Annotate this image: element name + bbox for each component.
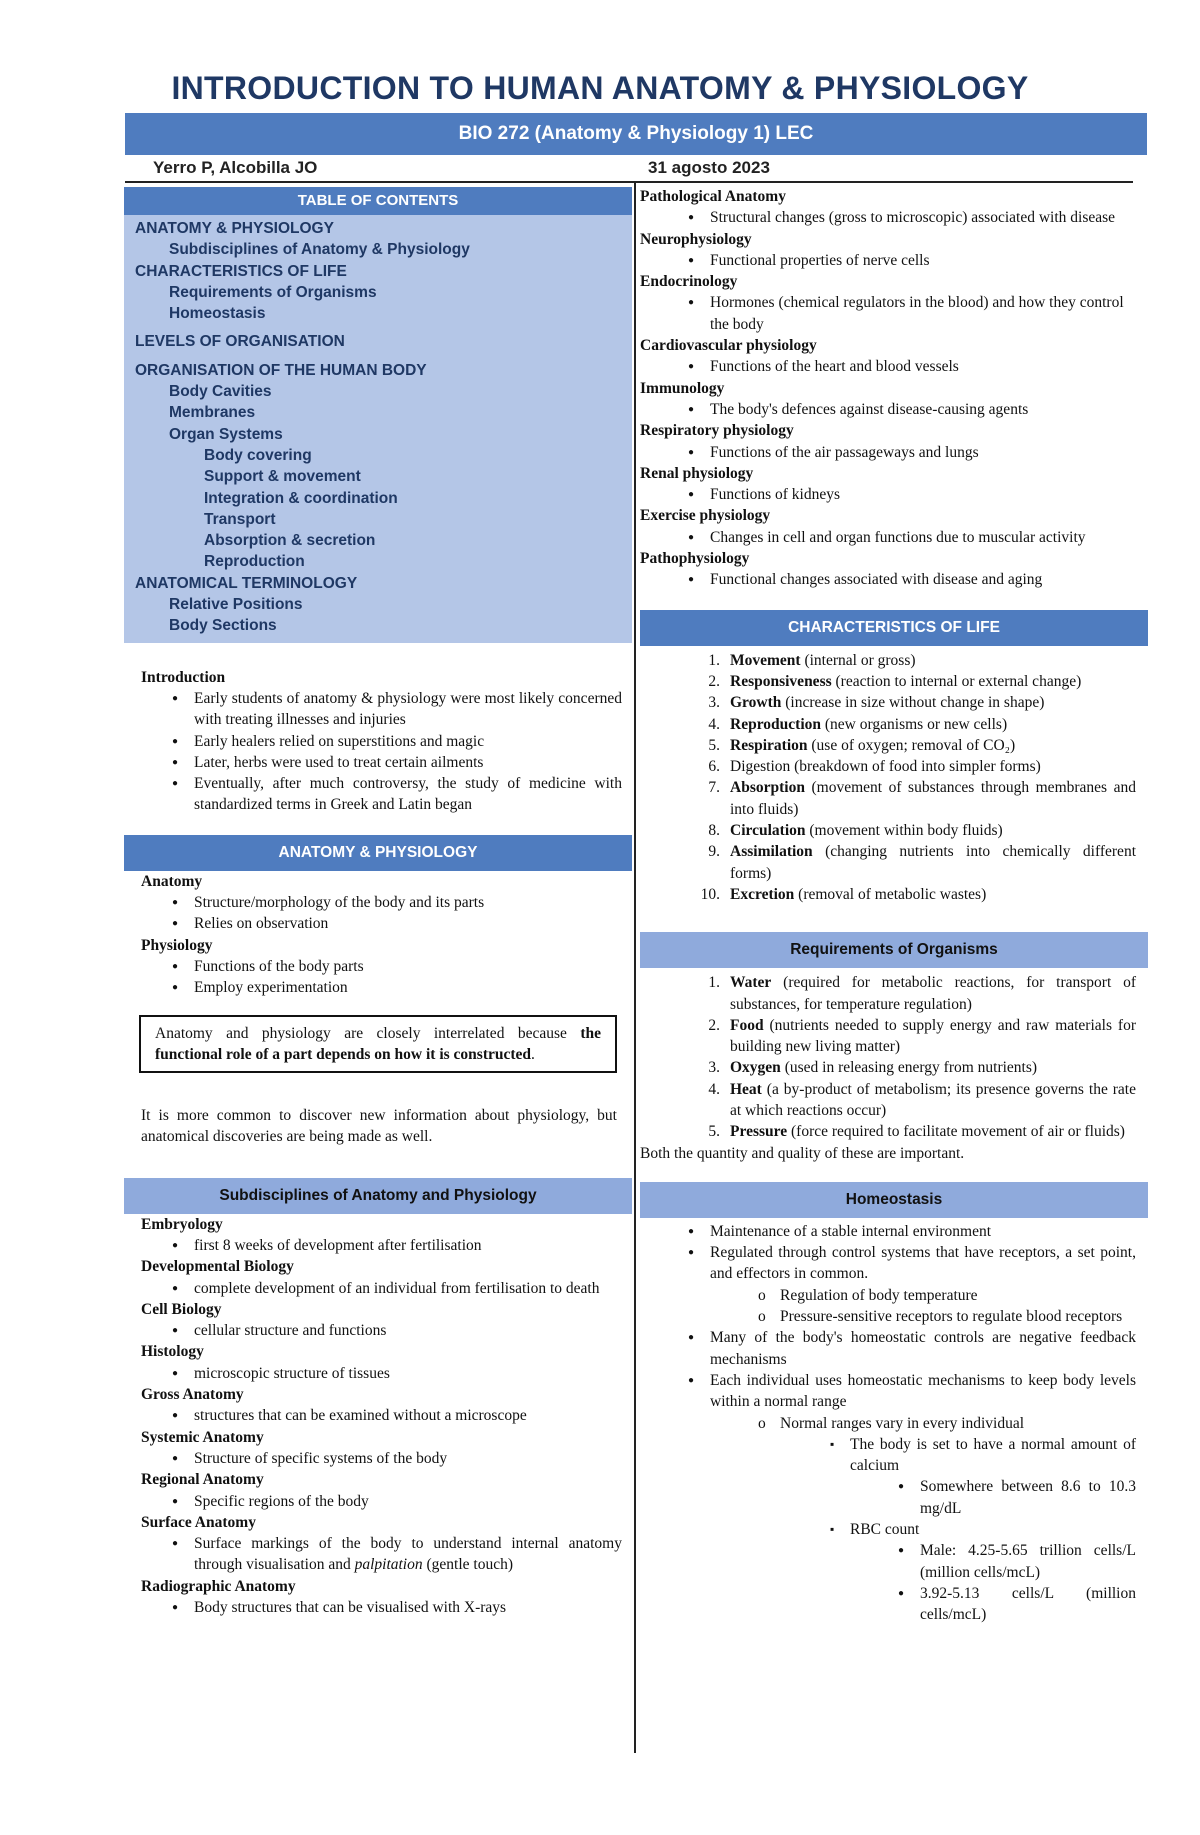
note-text: Anatomy and physiology are closely interrelated because xyxy=(155,1024,581,1042)
item-desc: (new organisms or new cells) xyxy=(821,715,1008,733)
item-desc: (force required to facilitate movement of air or fluids) xyxy=(787,1123,1125,1141)
term-neurophysiology: Neurophysiology xyxy=(640,230,752,248)
surface-text: Surface markings of the body to understand internal anatomy through visualisation and xyxy=(194,1535,622,1574)
item-desc: (internal or gross) xyxy=(800,651,916,669)
list-item: o Pressure-sensitive receptors to regulate blood receptors xyxy=(640,1306,1136,1327)
item-term: Oxygen xyxy=(730,1059,781,1077)
list-item: ● Male: 4.25-5.65 trillion cells/L (million cells/mcL) xyxy=(640,1540,1136,1583)
list-item: ● cellular structure and functions xyxy=(124,1320,622,1341)
toc-link[interactable]: ORGANISATION OF THE HUMAN BODY xyxy=(135,361,427,379)
item-term: Heat xyxy=(730,1080,762,1098)
list-item: ● Functions of the body parts xyxy=(124,956,622,977)
introduction-heading: Introduction xyxy=(141,668,226,686)
list-item: ● 3.92-5.13 cells/L (million cells/mcL) xyxy=(640,1583,1136,1626)
list-item: ● Early students of anatomy & physiology were most likely concerned with treating illnesses and injuries xyxy=(124,688,622,731)
list-item: ● Employ experimentation xyxy=(124,977,622,998)
section-header-subdisciplines: Subdisciplines of Anatomy and Physiology xyxy=(124,1178,632,1214)
term-renal-physiology: Renal physiology xyxy=(640,464,754,482)
item-desc: (movement within body fluids) xyxy=(805,822,1003,840)
term-immunology: Immunology xyxy=(640,379,725,397)
item-number: 1. xyxy=(708,974,720,992)
list-item: ● Structural changes (gross to microscopic) associated with disease xyxy=(640,207,1136,228)
authors: Yerro P, Alcobilla JO xyxy=(153,158,318,177)
item-term: Growth xyxy=(730,694,782,712)
list-item: ● Functions of the heart and blood vessels xyxy=(640,356,1136,377)
toc-link[interactable]: Requirements of Organisms xyxy=(169,283,377,301)
toc-link[interactable]: Membranes xyxy=(169,404,256,422)
item-desc: (use of oxygen; removal of CO₂) xyxy=(807,736,1016,754)
toc-link[interactable]: Relative Positions xyxy=(169,596,303,614)
term-cell-biology: Cell Biology xyxy=(141,1300,222,1318)
item-number: 8. xyxy=(708,822,720,840)
anatomy-physiology-section xyxy=(124,871,632,999)
term-endocrinology: Endocrinology xyxy=(640,273,738,291)
list-item: ● structures that can be examined without a microscope xyxy=(124,1405,622,1426)
toc-link[interactable]: Body covering xyxy=(204,446,312,464)
toc-link[interactable]: Body Cavities xyxy=(169,383,272,401)
item-number: 2. xyxy=(708,1016,720,1034)
item-term: Movement xyxy=(730,651,801,669)
item-term: Water xyxy=(730,974,772,992)
item-number: 5. xyxy=(708,736,720,754)
term-gross-anatomy: Gross Anatomy xyxy=(141,1386,244,1404)
list-item xyxy=(640,1015,1136,1058)
list-item: ● Eventually, after much controversy, the study of medicine with standardized terms in Greek and Latin began xyxy=(124,773,622,816)
list-item: ● Functions of the air passageways and lungs xyxy=(640,442,1136,463)
list-item xyxy=(640,777,1136,820)
toc-link[interactable]: Support & movement xyxy=(204,468,361,486)
list-item xyxy=(124,1533,622,1576)
list-item: ● Structure of specific systems of the body xyxy=(124,1448,622,1469)
section-header-requirements: Requirements of Organisms xyxy=(640,932,1148,968)
term-pathological-anatomy: Pathological Anatomy xyxy=(640,188,786,205)
term-exercise-physiology: Exercise physiology xyxy=(640,507,771,525)
requirements-list xyxy=(640,972,1148,1142)
column-divider xyxy=(634,183,636,1753)
list-item xyxy=(640,841,1136,884)
item-term: Respiration xyxy=(730,736,808,754)
term-anatomy: Anatomy xyxy=(141,872,203,890)
item-desc: (used in releasing energy from nutrients) xyxy=(780,1059,1038,1077)
date: 31 agosto 2023 xyxy=(648,158,770,177)
table-of-contents xyxy=(124,187,632,643)
list-item: ● Functional changes associated with disease and aging xyxy=(640,569,1136,590)
course-banner: BIO 272 (Anatomy & Physiology 1) LEC xyxy=(125,113,1147,155)
list-item: ● Relies on observation xyxy=(124,913,622,934)
list-item xyxy=(640,650,1136,671)
subdisciplines-continued xyxy=(640,186,1148,591)
item-number: 4. xyxy=(708,1080,720,1098)
document-title: INTRODUCTION TO HUMAN ANATOMY & PHYSIOLOGY xyxy=(171,70,1029,106)
toc-link[interactable]: LEVELS OF ORGANISATION xyxy=(135,333,345,351)
toc-link[interactable]: Homeostasis xyxy=(169,305,266,323)
toc-link[interactable]: ANATOMICAL TERMINOLOGY xyxy=(135,574,358,592)
note-end: . xyxy=(531,1045,535,1063)
term-pathophysiology: Pathophysiology xyxy=(640,550,750,568)
list-item xyxy=(640,692,1136,713)
toc-link[interactable]: CHARACTERISTICS OF LIFE xyxy=(135,262,347,280)
item-number: 3. xyxy=(708,694,720,712)
list-item xyxy=(640,714,1136,735)
item-term: Absorption xyxy=(730,779,805,797)
item-desc: (nutrients needed to supply energy and raw materials for building new living matter) xyxy=(730,1016,1136,1056)
list-item: ● Functions of kidneys xyxy=(640,484,1136,505)
toc-heading: TABLE OF CONTENTS xyxy=(124,187,632,215)
item-term: Excretion xyxy=(730,885,795,903)
term-histology: Histology xyxy=(141,1343,204,1361)
item-number: 2. xyxy=(708,672,720,690)
toc-link[interactable]: Organ Systems xyxy=(169,425,283,443)
item-term: Pressure xyxy=(730,1123,788,1141)
toc-link[interactable]: Integration & coordination xyxy=(204,489,398,507)
list-item xyxy=(640,884,1136,905)
item-desc: (movement of substances through membranes and into fluids) xyxy=(730,779,1136,818)
list-item: ▪ RBC count xyxy=(640,1519,1136,1540)
surface-emphasis: palpitation xyxy=(354,1556,423,1574)
list-item: ● Specific regions of the body xyxy=(124,1491,622,1512)
item-term: Responsiveness xyxy=(730,672,832,690)
list-item: ● Each individual uses homeostatic mechanisms to keep body levels within a normal range xyxy=(640,1370,1136,1413)
list-item: ● Maintenance of a stable internal environment xyxy=(640,1221,1136,1242)
item-number: 7. xyxy=(708,779,720,797)
characteristics-list xyxy=(640,650,1148,906)
term-physiology: Physiology xyxy=(141,936,213,954)
list-item xyxy=(640,756,1136,777)
section-header-anatomy-physiology: ANATOMY & PHYSIOLOGY xyxy=(124,835,632,871)
list-item xyxy=(640,1057,1136,1078)
item-term: Circulation xyxy=(730,822,806,840)
list-item xyxy=(640,1079,1136,1122)
note-box xyxy=(139,1015,617,1074)
left-column xyxy=(124,183,632,1618)
toc-link[interactable]: Absorption & secretion xyxy=(204,532,376,550)
item-number: 6. xyxy=(708,758,720,776)
list-item: o Normal ranges vary in every individual xyxy=(640,1413,1136,1434)
list-item: ● microscopic structure of tissues xyxy=(124,1363,622,1384)
list-item: ● Somewhere between 8.6 to 10.3 mg/dL xyxy=(640,1476,1136,1519)
item-term: Reproduction xyxy=(730,715,822,733)
list-item xyxy=(640,1121,1136,1142)
toc-link[interactable]: Transport xyxy=(204,510,276,528)
surface-text-end: (gentle touch) xyxy=(422,1556,514,1574)
list-item: o Regulation of body temperature xyxy=(640,1285,1136,1306)
item-desc: (removal of metabolic wastes) xyxy=(794,885,987,903)
toc-link[interactable]: Body Sections xyxy=(169,617,277,635)
list-item: ● first 8 weeks of development after fertilisation xyxy=(124,1235,622,1256)
term-embryology: Embryology xyxy=(141,1215,223,1233)
item-desc: (reaction to internal or external change) xyxy=(831,672,1082,690)
list-item xyxy=(640,972,1136,1015)
list-item: ● Body structures that can be visualised with X-rays xyxy=(124,1597,622,1618)
list-item xyxy=(640,671,1136,692)
list-item: ● Changes in cell and organ functions due to muscular activity xyxy=(640,527,1136,548)
item-desc: Digestion (breakdown of food into simpler forms) xyxy=(730,758,1041,776)
item-term: Assimilation xyxy=(730,843,813,861)
note-emphasis: the functional role of a part depends on how it is constructed xyxy=(155,1024,601,1063)
term-developmental-biology: Developmental Biology xyxy=(141,1258,294,1276)
section-header-characteristics-of-life: CHARACTERISTICS OF LIFE xyxy=(640,610,1148,646)
list-item xyxy=(640,735,1136,756)
list-item: ● Regulated through control systems that have receptors, a set point, and effectors in common. xyxy=(640,1242,1136,1285)
toc-link[interactable]: ANATOMY & PHYSIOLOGY xyxy=(135,220,334,237)
item-number: 10. xyxy=(700,885,720,903)
subdisciplines-section xyxy=(124,1214,632,1619)
requirements-footer: Both the quantity and quality of these are important. xyxy=(640,1144,965,1162)
term-radiographic-anatomy: Radiographic Anatomy xyxy=(141,1577,296,1595)
list-item: ● Early healers relied on superstitions and magic xyxy=(124,731,622,752)
item-number: 9. xyxy=(708,843,720,861)
item-desc: (changing nutrients into chemically different forms) xyxy=(730,843,1136,882)
list-item: ● The body's defences against disease-causing agents xyxy=(640,399,1136,420)
item-number: 3. xyxy=(708,1059,720,1077)
term-surface-anatomy: Surface Anatomy xyxy=(141,1513,256,1531)
term-respiratory-physiology: Respiratory physiology xyxy=(640,422,794,440)
toc-link[interactable]: Reproduction xyxy=(204,553,305,571)
list-item: ● Many of the body's homeostatic controls are negative feedback mechanisms xyxy=(640,1327,1136,1370)
introduction-section xyxy=(124,667,632,816)
toc-link[interactable]: Subdisciplines of Anatomy & Physiology xyxy=(169,241,470,259)
list-item: ▪ The body is set to have a normal amount of calcium xyxy=(640,1434,1136,1477)
item-number: 4. xyxy=(708,715,720,733)
item-desc: (required for metabolic reactions, for transport of substances, for temperature regulation) xyxy=(730,974,1136,1013)
list-item xyxy=(640,820,1136,841)
term-systemic-anatomy: Systemic Anatomy xyxy=(141,1428,264,1446)
list-item: ● Hormones (chemical regulators in the blood) and how they control the body xyxy=(640,292,1136,335)
term-cardiovascular-physiology: Cardiovascular physiology xyxy=(640,337,817,355)
section-header-homeostasis: Homeostasis xyxy=(640,1182,1148,1218)
closing-paragraph: It is more common to discover new information about physiology, but anatomical discoveries are being made as well. xyxy=(141,1107,617,1146)
homeostasis-section xyxy=(640,1221,1148,1626)
item-number: 1. xyxy=(708,651,720,669)
list-item: ● Structure/morphology of the body and its parts xyxy=(124,892,622,913)
list-item: ● Later, herbs were used to treat certain ailments xyxy=(124,752,622,773)
term-regional-anatomy: Regional Anatomy xyxy=(141,1471,264,1489)
right-column xyxy=(640,183,1148,1626)
list-item: ● complete development of an individual from fertilisation to death xyxy=(124,1278,622,1299)
item-desc: (increase in size without change in shape) xyxy=(781,694,1045,712)
item-number: 5. xyxy=(708,1123,720,1141)
item-desc: (a by-product of metabolism; its presence governs the rate at which reactions occur) xyxy=(730,1080,1136,1119)
item-term: Food xyxy=(730,1016,764,1034)
list-item: ● Functional properties of nerve cells xyxy=(640,250,1136,271)
